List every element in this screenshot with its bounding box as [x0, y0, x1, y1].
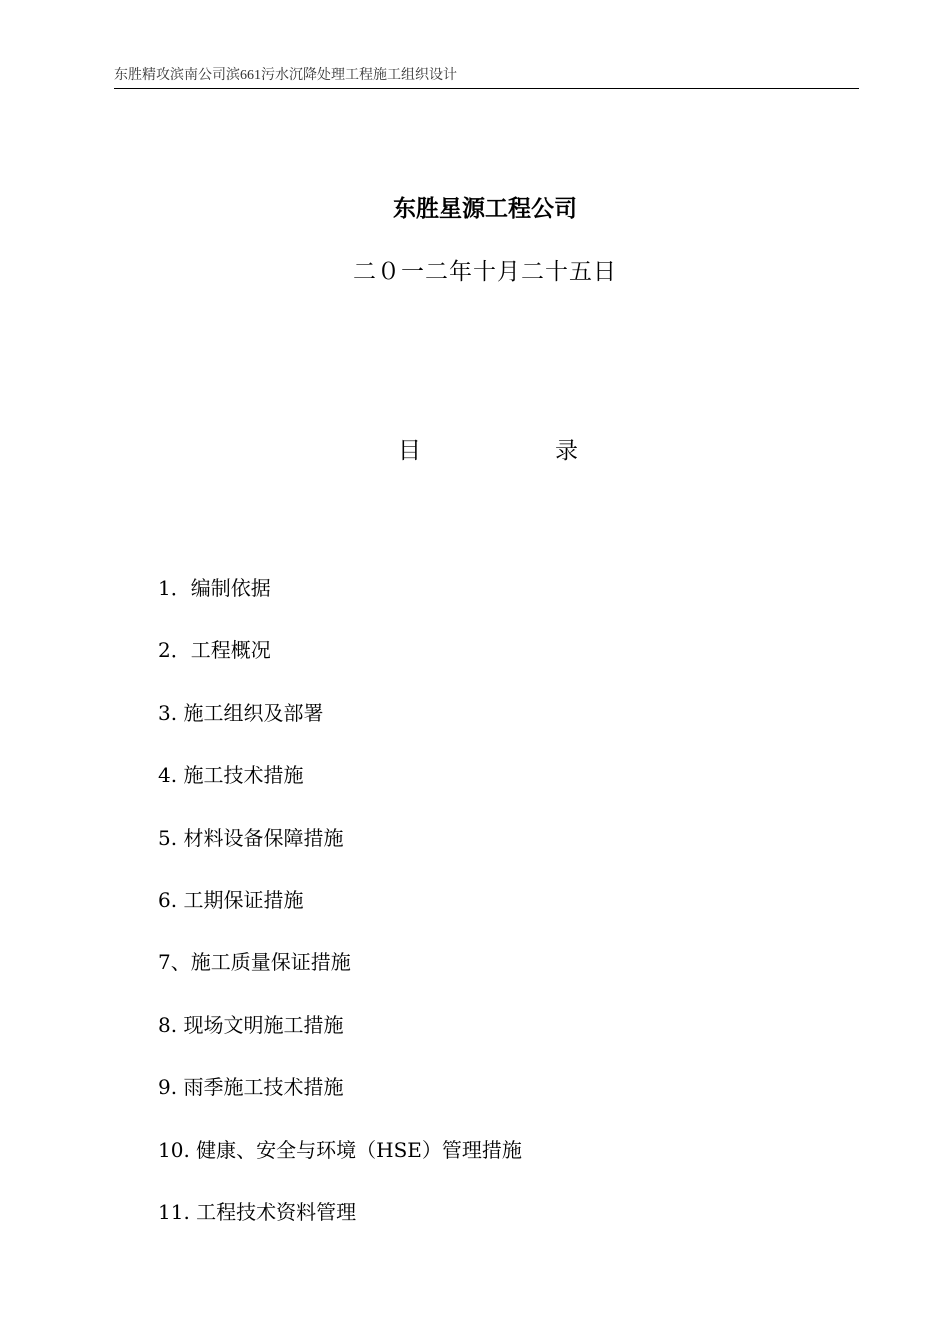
toc-item-7: 7、施工质量保证措施 — [158, 950, 351, 975]
toc-item-8: 8. 现场文明施工措施 — [158, 1012, 344, 1037]
toc-item-5: 5. 材料设备保障措施 — [158, 825, 344, 850]
header-text: 东胜精攻滨南公司滨661污水沉降处理工程施工组织设计 — [114, 68, 457, 83]
company-name: 东胜星源工程公司 — [393, 195, 577, 222]
toc-item-9: 9. 雨季施工技术措施 — [158, 1075, 344, 1100]
toc-item-11: 11. 工程技术资料管理 — [158, 1199, 357, 1224]
toc-item-6: 6. 工期保证措施 — [158, 887, 304, 912]
toc-title — [398, 434, 588, 468]
toc-item-2: 2．工程概况 — [158, 638, 271, 663]
toc-item-3: 3. 施工组织及部署 — [158, 700, 324, 725]
document-date: 二０一二年十月二十五日 — [353, 259, 617, 285]
page-header — [114, 66, 859, 89]
toc-item-4: 4. 施工技术措施 — [158, 763, 304, 788]
toc-title-second-char: 录 — [555, 438, 578, 464]
table-of-contents — [158, 568, 522, 1254]
toc-item-10: 10. 健康、安全与环境（HSE）管理措施 — [158, 1137, 522, 1162]
toc-item-1: 1．编制依据 — [158, 576, 271, 600]
toc-title-first-char: 目 — [398, 438, 421, 464]
